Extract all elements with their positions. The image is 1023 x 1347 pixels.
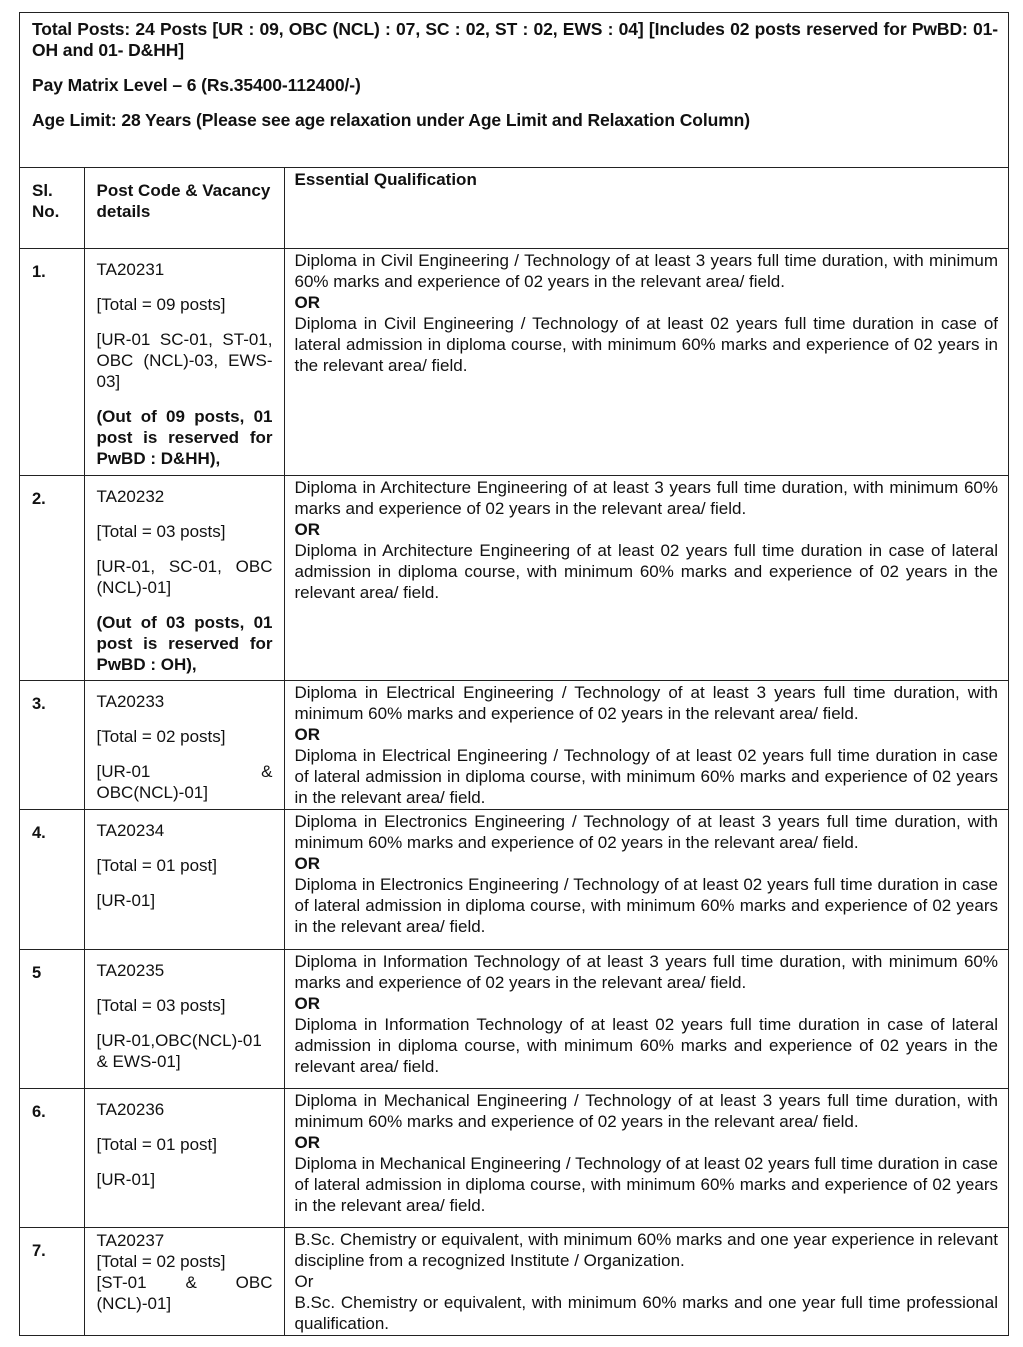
notice-header [20, 13, 1008, 168]
pwbd-note: (Out of 03 posts, 01 post is reserved for PwBD : OH), [96, 612, 273, 674]
or-separator: OR [294, 993, 320, 1013]
qualification-primary: Diploma in Information Technology of at least 3 years full time duration, with minimum 60% marks and experience of 02 years in the relevant area/ field. [294, 951, 998, 992]
post-details-cell [84, 1088, 284, 1227]
qualification-cell [284, 248, 1008, 475]
post-code: TA20236 [96, 1099, 165, 1119]
row-serial: 6. [20, 1088, 84, 1227]
post-details-cell [84, 475, 284, 680]
qualification-table [20, 168, 1008, 1335]
post-breakup: [ST-01 & OBC (NCL)-01] [96, 1272, 273, 1313]
post-breakup: [UR-01] [96, 890, 156, 910]
table-row [20, 248, 1008, 475]
post-total: [Total = 09 posts] [96, 294, 226, 314]
table-header-row [20, 168, 1008, 248]
table-row [20, 1227, 1008, 1335]
post-code: TA20233 [96, 691, 165, 711]
qualification-cell [284, 1227, 1008, 1335]
qualification-primary: Diploma in Architecture Engineering of at least 3 years full time duration, with minimum 60% marks and experience of 02 years in the relevant area/ field. [294, 477, 998, 518]
or-separator: OR [294, 1132, 320, 1152]
post-code: TA20232 [96, 486, 165, 506]
qualification-alternate: Diploma in Electronics Engineering / Technology of at least 02 years full time duration in case of lateral admission in diploma course, with minimum 60% marks and experience of 02 years in the relevant area/ field. [294, 874, 998, 936]
post-total: [Total = 03 posts] [96, 521, 226, 541]
pay-matrix-text: Pay Matrix Level – 6 (Rs.35400-112400/-) [32, 75, 361, 95]
post-total: [Total = 01 post] [96, 855, 217, 875]
qualification-alternate: Diploma in Architecture Engineering of at least 02 years full time duration in case of lateral admission in diploma course, with minimum 60% marks and experience of 02 years in the relevant area/ field. [294, 540, 998, 602]
or-separator: Or [294, 1271, 314, 1291]
qualification-alternate: Diploma in Mechanical Engineering / Technology of at least 02 years full time duration in case of lateral admission in diploma course, with minimum 60% marks and experience of 02 years in the relevant area/ field. [294, 1153, 998, 1215]
column-header-sl-no: Sl. No. [20, 168, 84, 248]
post-total: [Total = 02 posts] [96, 726, 226, 746]
qualification-cell [284, 1088, 1008, 1227]
column-header-qualification: Essential Qualification [284, 168, 1008, 248]
or-separator: OR [294, 519, 320, 539]
post-details-cell [84, 809, 284, 949]
row-serial: 7. [20, 1227, 84, 1335]
qualification-alternate: B.Sc. Chemistry or equivalent, with minimum 60% marks and one year full time professional qualification. [294, 1292, 998, 1333]
qualification-cell [284, 809, 1008, 949]
table-row [20, 809, 1008, 949]
column-header-post-code: Post Code & Vacancy details [84, 168, 284, 248]
qualification-primary: B.Sc. Chemistry or equivalent, with minimum 60% marks and one year experience in relevant discipline from a recognized Institute / Organization. [294, 1229, 998, 1270]
table-row [20, 949, 1008, 1088]
post-code: TA20231 [96, 259, 165, 279]
post-breakup: [UR-01,OBC(NCL)-01 & EWS-01] [96, 1030, 262, 1071]
row-serial: 3. [20, 680, 84, 809]
recruitment-notice-table [19, 12, 1009, 1336]
qualification-primary: Diploma in Electrical Engineering / Technology of at least 3 years full time duration, with minimum 60% marks and experience of 02 years in the relevant area/ field. [294, 682, 998, 723]
qualification-alternate: Diploma in Civil Engineering / Technology of at least 02 years full time duration in case of lateral admission in diploma course, with minimum 60% marks and experience of 02 years in the relevant area/ field. [294, 313, 998, 375]
post-code: TA20237 [96, 1230, 165, 1250]
total-posts-text: Total Posts: 24 Posts [UR : 09, OBC (NCL) : 07, SC : 02, ST : 02, EWS : 04] [Includes 02 posts reserved for PwBD: 01-OH and 01- D&HH] [32, 19, 998, 60]
pwbd-note: (Out of 09 posts, 01 post is reserved for PwBD : D&HH), [96, 406, 273, 468]
qualification-alternate: Diploma in Information Technology of at least 02 years full time duration in case of lateral admission in diploma course, with minimum 60% marks and experience of 02 years in the relevant area/ field. [294, 1014, 998, 1076]
post-breakup: [UR-01] [96, 1169, 156, 1189]
post-details-cell [84, 680, 284, 809]
row-serial: 5 [20, 949, 84, 1088]
qualification-primary: Diploma in Civil Engineering / Technology of at least 3 years full time duration, with minimum 60% marks and experience of 02 years in the relevant area/ field. [294, 250, 998, 291]
qualification-primary: Diploma in Mechanical Engineering / Technology of at least 3 years full time duration, with minimum 60% marks and experience of 02 years in the relevant area/ field. [294, 1090, 998, 1131]
table-row [20, 680, 1008, 809]
qualification-alternate: Diploma in Electrical Engineering / Technology of at least 02 years full time duration in case of lateral admission in diploma course, with minimum 60% marks and experience of 02 years in the relevant area/ field. [294, 745, 998, 807]
post-breakup: [UR-01, SC-01, OBC (NCL)-01] [96, 556, 273, 597]
or-separator: OR [294, 853, 320, 873]
post-details-cell [84, 949, 284, 1088]
qualification-cell [284, 949, 1008, 1088]
post-details-cell [84, 248, 284, 475]
post-breakup: [UR-01 SC-01, ST-01, OBC (NCL)-03, EWS-03] [96, 329, 273, 391]
post-details-cell [84, 1227, 284, 1335]
row-serial: 1. [20, 248, 84, 475]
post-code: TA20235 [96, 960, 165, 980]
age-limit-text: Age Limit: 28 Years (Please see age relaxation under Age Limit and Relaxation Column) [32, 110, 750, 130]
post-total: [Total = 03 posts] [96, 995, 226, 1015]
post-total: [Total = 02 posts] [96, 1251, 226, 1271]
row-serial: 2. [20, 475, 84, 680]
row-serial: 4. [20, 809, 84, 949]
table-row [20, 475, 1008, 680]
post-breakup: [UR-01 & OBC(NCL)-01] [96, 761, 273, 802]
table-row [20, 1088, 1008, 1227]
qualification-cell [284, 680, 1008, 809]
or-separator: OR [294, 292, 320, 312]
post-total: [Total = 01 post] [96, 1134, 217, 1154]
post-code: TA20234 [96, 820, 165, 840]
or-separator: OR [294, 724, 320, 744]
qualification-primary: Diploma in Electronics Engineering / Technology of at least 3 years full time duration, with minimum 60% marks and experience of 02 years in the relevant area/ field. [294, 811, 998, 852]
qualification-cell [284, 475, 1008, 680]
